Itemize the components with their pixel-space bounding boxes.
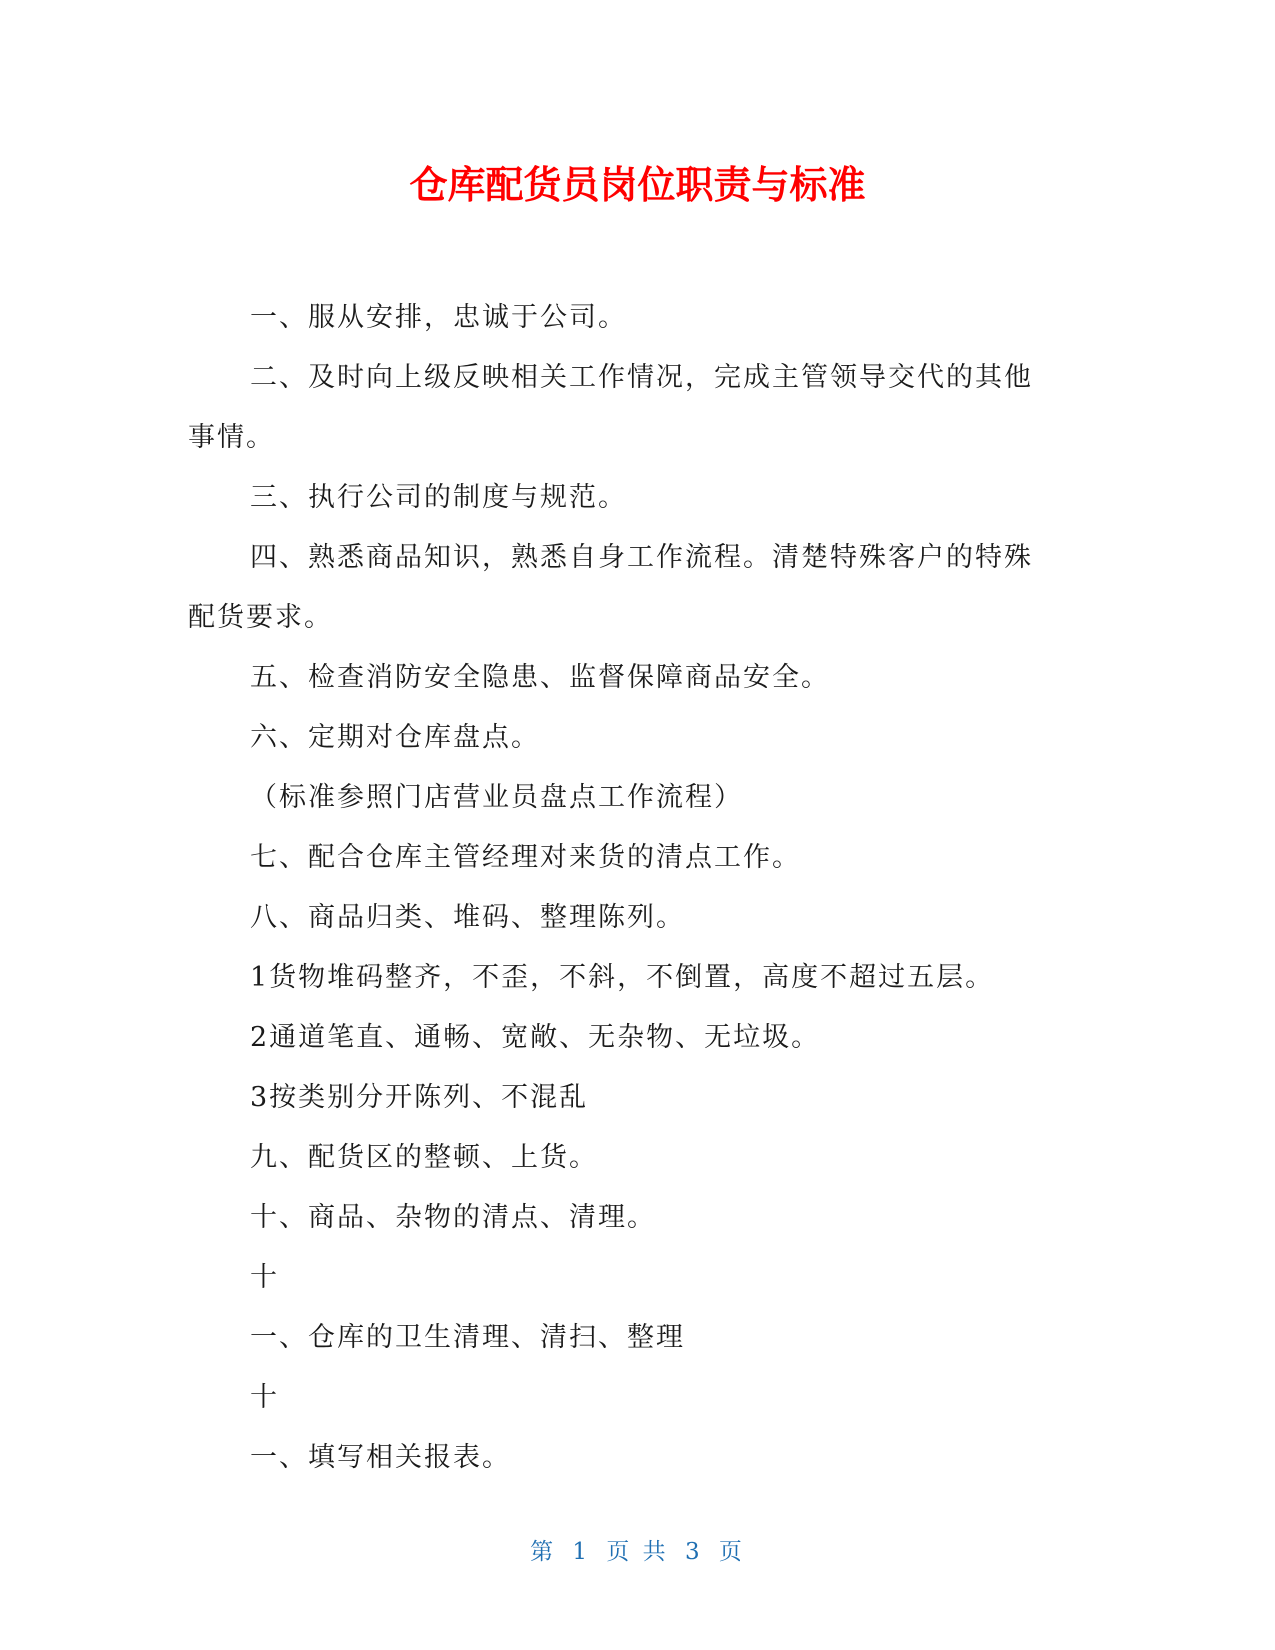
paragraph: 一、服从安排，忠诚于公司。 — [250, 302, 627, 333]
paragraph: 三、执行公司的制度与规范。 — [250, 482, 627, 513]
paragraph: 2通道笔直、通畅、宽敞、无杂物、无垃圾。 — [250, 1022, 821, 1053]
paragraph: 五、检查消防安全隐患、监督保障商品安全。 — [250, 662, 830, 693]
footer-middle: 页 共 — [606, 1539, 669, 1565]
paragraph: 九、配货区的整顿、上货。 — [250, 1142, 598, 1173]
footer-total-pages: 3 — [684, 1539, 703, 1565]
paragraph: （标准参照门店营业员盘点工作流程） — [250, 782, 743, 813]
document-body — [188, 288, 1058, 1488]
paragraph: 六、定期对仓库盘点。 — [250, 722, 540, 753]
paragraph: 七、配合仓库主管经理对来货的清点工作。 — [250, 842, 801, 873]
document-title: 仓库配货员岗位职责与标准 — [409, 163, 866, 207]
paragraph: 一、填写相关报表。 — [250, 1442, 511, 1473]
paragraph: 1货物堆码整齐，不歪，不斜，不倒置，高度不超过五层。 — [250, 962, 995, 993]
paragraph: 十 — [250, 1262, 279, 1293]
footer-suffix: 页 — [718, 1539, 745, 1565]
paragraph: 八、商品归类、堆码、整理陈列。 — [250, 902, 685, 933]
paragraph: 一、仓库的卫生清理、清扫、整理 — [250, 1322, 685, 1353]
paragraph: 二、及时向上级反映相关工作情况，完成主管领导交代的其他事情。 — [188, 362, 1033, 453]
paragraph: 四、熟悉商品知识，熟悉自身工作流程。清楚特殊客户的特殊配货要求。 — [188, 542, 1033, 633]
footer-prefix: 第 — [530, 1539, 557, 1565]
paragraph: 十、商品、杂物的清点、清理。 — [250, 1202, 656, 1233]
page-footer — [0, 1533, 1275, 1566]
paragraph: 3按类别分开陈列、不混乱 — [250, 1082, 589, 1113]
footer-page-number: 1 — [572, 1539, 591, 1565]
paragraph: 十 — [250, 1382, 279, 1413]
